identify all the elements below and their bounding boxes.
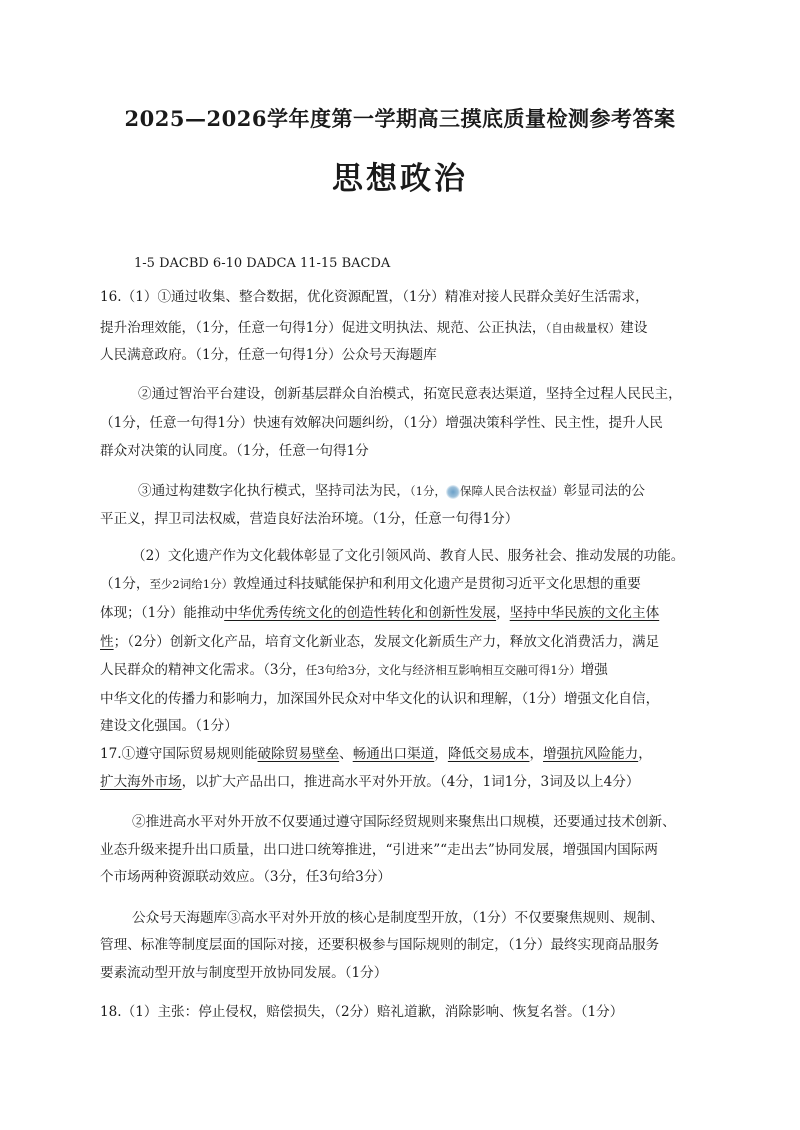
text-span: ， [529,746,544,762]
q16-1-line: ②通过智治平台建设，创新基层群众自治模式，拓宽民意表达渠道，坚持全过程人民民主， [138,386,682,402]
q17-line: 个市场两种资源联动效应。（3分，任3句给3分） [100,869,392,885]
handwritten-note: 任3句给3分，文化与经济相互影响相互交融可得1分） [305,663,581,677]
q16-2-line: 建设文化强国。（1分） [100,718,238,734]
underlined-text: 破除贸易壁垒 [257,746,340,762]
q16-1-line [100,318,647,338]
q16-2-line: 中华文化的传播力和影响力，加深国外民众对中华文化的认识和理解，（1分）增强文化自信， [100,691,660,707]
underlined-text: 性 [100,634,114,650]
underlined-text: 坚持中华民族的文化主体 [509,605,660,621]
text-span: 增强 [580,662,608,678]
underlined-text: 增强抗风险能力 [543,746,639,762]
text-span: 提升治理效能，（1分，任意一句得1分）促进文明执法、规范、公正执法， [100,320,546,336]
underlined-text: 中华优秀传统文化的创造性转化和创新性发展 [224,605,497,621]
underlined-text: 降低交易成本 [447,746,530,762]
q17-line [100,744,652,764]
handwritten-note: 保障人民合法权益） [459,484,564,498]
handwritten-note: 至少2词给1分） [149,577,234,591]
q17-line: 公众号天海题库③高水平对外开放的核心是制度型开放，（1分）不仅要聚焦规则、规制、 [132,910,665,926]
text-span: ， [638,746,652,762]
text-span: （1分， [100,576,150,592]
text-span: ， [496,605,510,621]
q16-1-line: 平正义，捍卫司法权威，营造良好法治环境。（1分，任意一句得1分） [100,511,519,527]
text-span: 、 [339,746,353,762]
text-span: ，以扩大产品出口，推进高水平对外开放。（4分，1词1分，3词及以上4分） [181,774,640,790]
text-span: ， [434,746,448,762]
text-span: 人民群众的精神文化需求。（3分， [100,662,306,678]
document-title: 2025—2026学年度第一学期高三摸底质量检测参考答案 [124,106,676,131]
multiple-choice-answers: 1-5 DACBD 6-10 DADCA 11-15 BACDA [134,256,391,271]
underlined-text: 扩大海外市场 [100,774,182,790]
ink-blot-icon [446,485,460,499]
q18-line: 18.（1）主张：停止侵权，赔偿损失，（2分）赔礼道歉，消除影响、恢复名誉。（1分） [100,1004,624,1020]
q16-1-line [138,481,645,501]
q16-1-line: 16.（1）①通过收集、整合数据，优化资源配置，（1分）精准对接人民群众美好生活需求， [100,289,649,305]
q16-2-line [100,632,659,652]
text-span: （1分，任意一句得1分）快速有效解决问题纠纷， [100,415,403,431]
text-span: 17.①遵守国际贸易规则能 [100,746,258,762]
text-span: （1分， [409,484,446,498]
q16-1-line: 群众对决策的认同度。（1分，任意一句得1分 [100,443,369,459]
q17-line: 管理、标准等制度层面的国际对接，还要积极参与国际规则的制定，（1分）最终实现商品服务 [100,937,660,953]
text-span: ；（2分）创新文化产品，培育文化新业态，发展文化新质生产力，释放文化消费活力，满足 [113,634,660,650]
q17-line: 要素流动型开放与制度型开放协同发展。（1分） [100,965,388,981]
q16-2-line [100,660,608,680]
text-span: 敦煌通过科技赋能保护和利用文化遗产是贯彻习近平文化思想的重要 [233,576,641,592]
q17-line: 业态升级来提升出口质量，出口进口统筹推进，“引进来”“走出去”协同发展，增强国内国际两 [100,842,658,858]
subject-heading: 思想政治 [332,161,468,197]
q17-line [100,772,639,792]
text-span: 体现；（1分）能推动 [100,605,225,621]
q16-1-line: 人民满意政府。（1分，任意一句得1分）公众号天海题库 [100,347,437,363]
text-span: 建设 [620,320,648,336]
q16-1-line [100,413,663,433]
text-span: 彰显司法的公 [563,483,646,499]
text-span: （1分）增强决策科学性、民主性，提升人民 [402,415,663,431]
q16-2-line: （2）文化遗产作为文化载体彰显了文化引领风尚、教育人民、服务社会、推动发展的功能。 [132,548,685,564]
handwritten-note: （自由裁量权） [545,321,621,335]
q16-2-line [100,603,659,623]
text-span: ③通过构建数字化执行模式，坚持司法为民， [138,483,410,499]
q16-2-line [100,574,641,594]
q17-line: ②推进高水平对外开放不仅要通过遵守国际经贸规则来聚焦出口规模，还要通过技术创新、 [132,814,676,830]
underlined-text: 畅通出口渠道 [352,746,435,762]
